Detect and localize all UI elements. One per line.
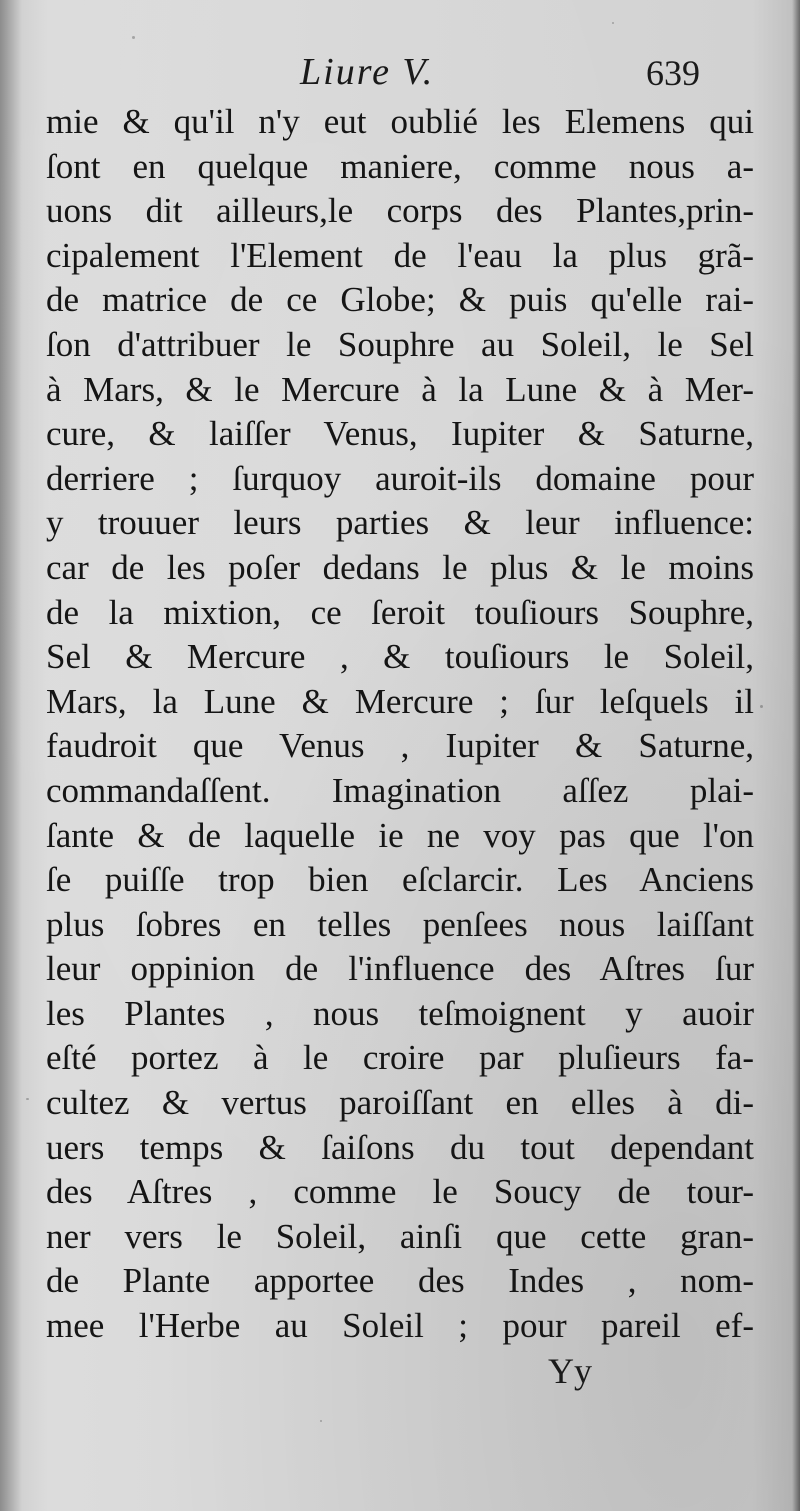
text-line: mee l'Herbe au Soleil ; pour pareil ef- [46, 1306, 754, 1346]
text-line: de Plante apportee des Indes , nom- [46, 1261, 754, 1301]
body-text [46, 100, 754, 1349]
page-edge [792, 0, 800, 1511]
text-line: ſont en quelque maniere, comme nous a- [46, 146, 754, 186]
text-line: à Mars, & le Mercure à la Lune & à Mer- [46, 369, 754, 409]
text-line: faudroit que Venus , Iupiter & Saturne, [46, 726, 754, 766]
text-line: uers temps & ſaiſons du tout dependant [46, 1127, 754, 1167]
paper-speck [612, 22, 614, 24]
paper-speck [320, 1420, 322, 1422]
text-line: cure, & laiſſer Venus, Iupiter & Saturne, [46, 414, 754, 454]
paper-speck [26, 1098, 29, 1100]
text-line: ner vers le Soleil, ainſi que cette gran- [46, 1216, 754, 1256]
text-line: des Aſtres , comme le Soucy de tour- [46, 1172, 754, 1212]
text-line: ſante & de laquelle ie ne voy pas que l'on [46, 815, 754, 855]
page-header [0, 50, 800, 100]
text-line: Mars, la Lune & Mercure ; ſur leſquels il [46, 681, 754, 721]
text-line: les Plantes , nous teſmoignent y auoir [46, 993, 754, 1033]
text-line: de matrice de ce Globe; & puis qu'elle rai- [46, 280, 754, 320]
text-line: car de les poſer dedans le plus & le moins [46, 547, 754, 587]
paper-speck [760, 705, 763, 708]
gutter-shadow [0, 0, 22, 1511]
text-line: leur oppinion de l'influence des Aſtres ſur [46, 949, 754, 989]
text-line: mie & qu'il n'y eut oublié les Elemens qui [46, 102, 754, 141]
text-line: ſon d'attribuer le Souphre au Soleil, le Sel [46, 324, 754, 364]
text-line: Sel & Mercure , & touſiours le Soleil, [46, 637, 754, 677]
text-line: derriere ; ſurquoy auroit-ils domaine pour [46, 458, 754, 498]
text-line: de la mixtion, ce ſeroit touſiours Souphre, [46, 592, 754, 632]
text-line: commandaſſent. Imagination aſſez plai- [46, 770, 754, 810]
text-line: uons dit ailleurs,le corps des Plantes,prin- [46, 191, 754, 231]
signature-mark: Yy [548, 1351, 592, 1391]
text-line: cultez & vertus paroiſſant en elles à di- [46, 1083, 754, 1123]
text-line: ſe puiſſe trop bien eſclarcir. Les Anciens [46, 860, 754, 900]
page-number: 639 [646, 53, 700, 93]
text-line: eſté portez à le croire par pluſieurs fa- [46, 1038, 754, 1078]
running-head: Liure V. [300, 51, 435, 93]
paper-speck [132, 36, 135, 39]
text-line: plus ſobres en telles penſees nous laiſſant [46, 904, 754, 944]
text-line: cipalement l'Element de l'eau la plus grã- [46, 235, 754, 275]
text-line: y trouuer leurs parties & leur influence: [46, 503, 754, 543]
